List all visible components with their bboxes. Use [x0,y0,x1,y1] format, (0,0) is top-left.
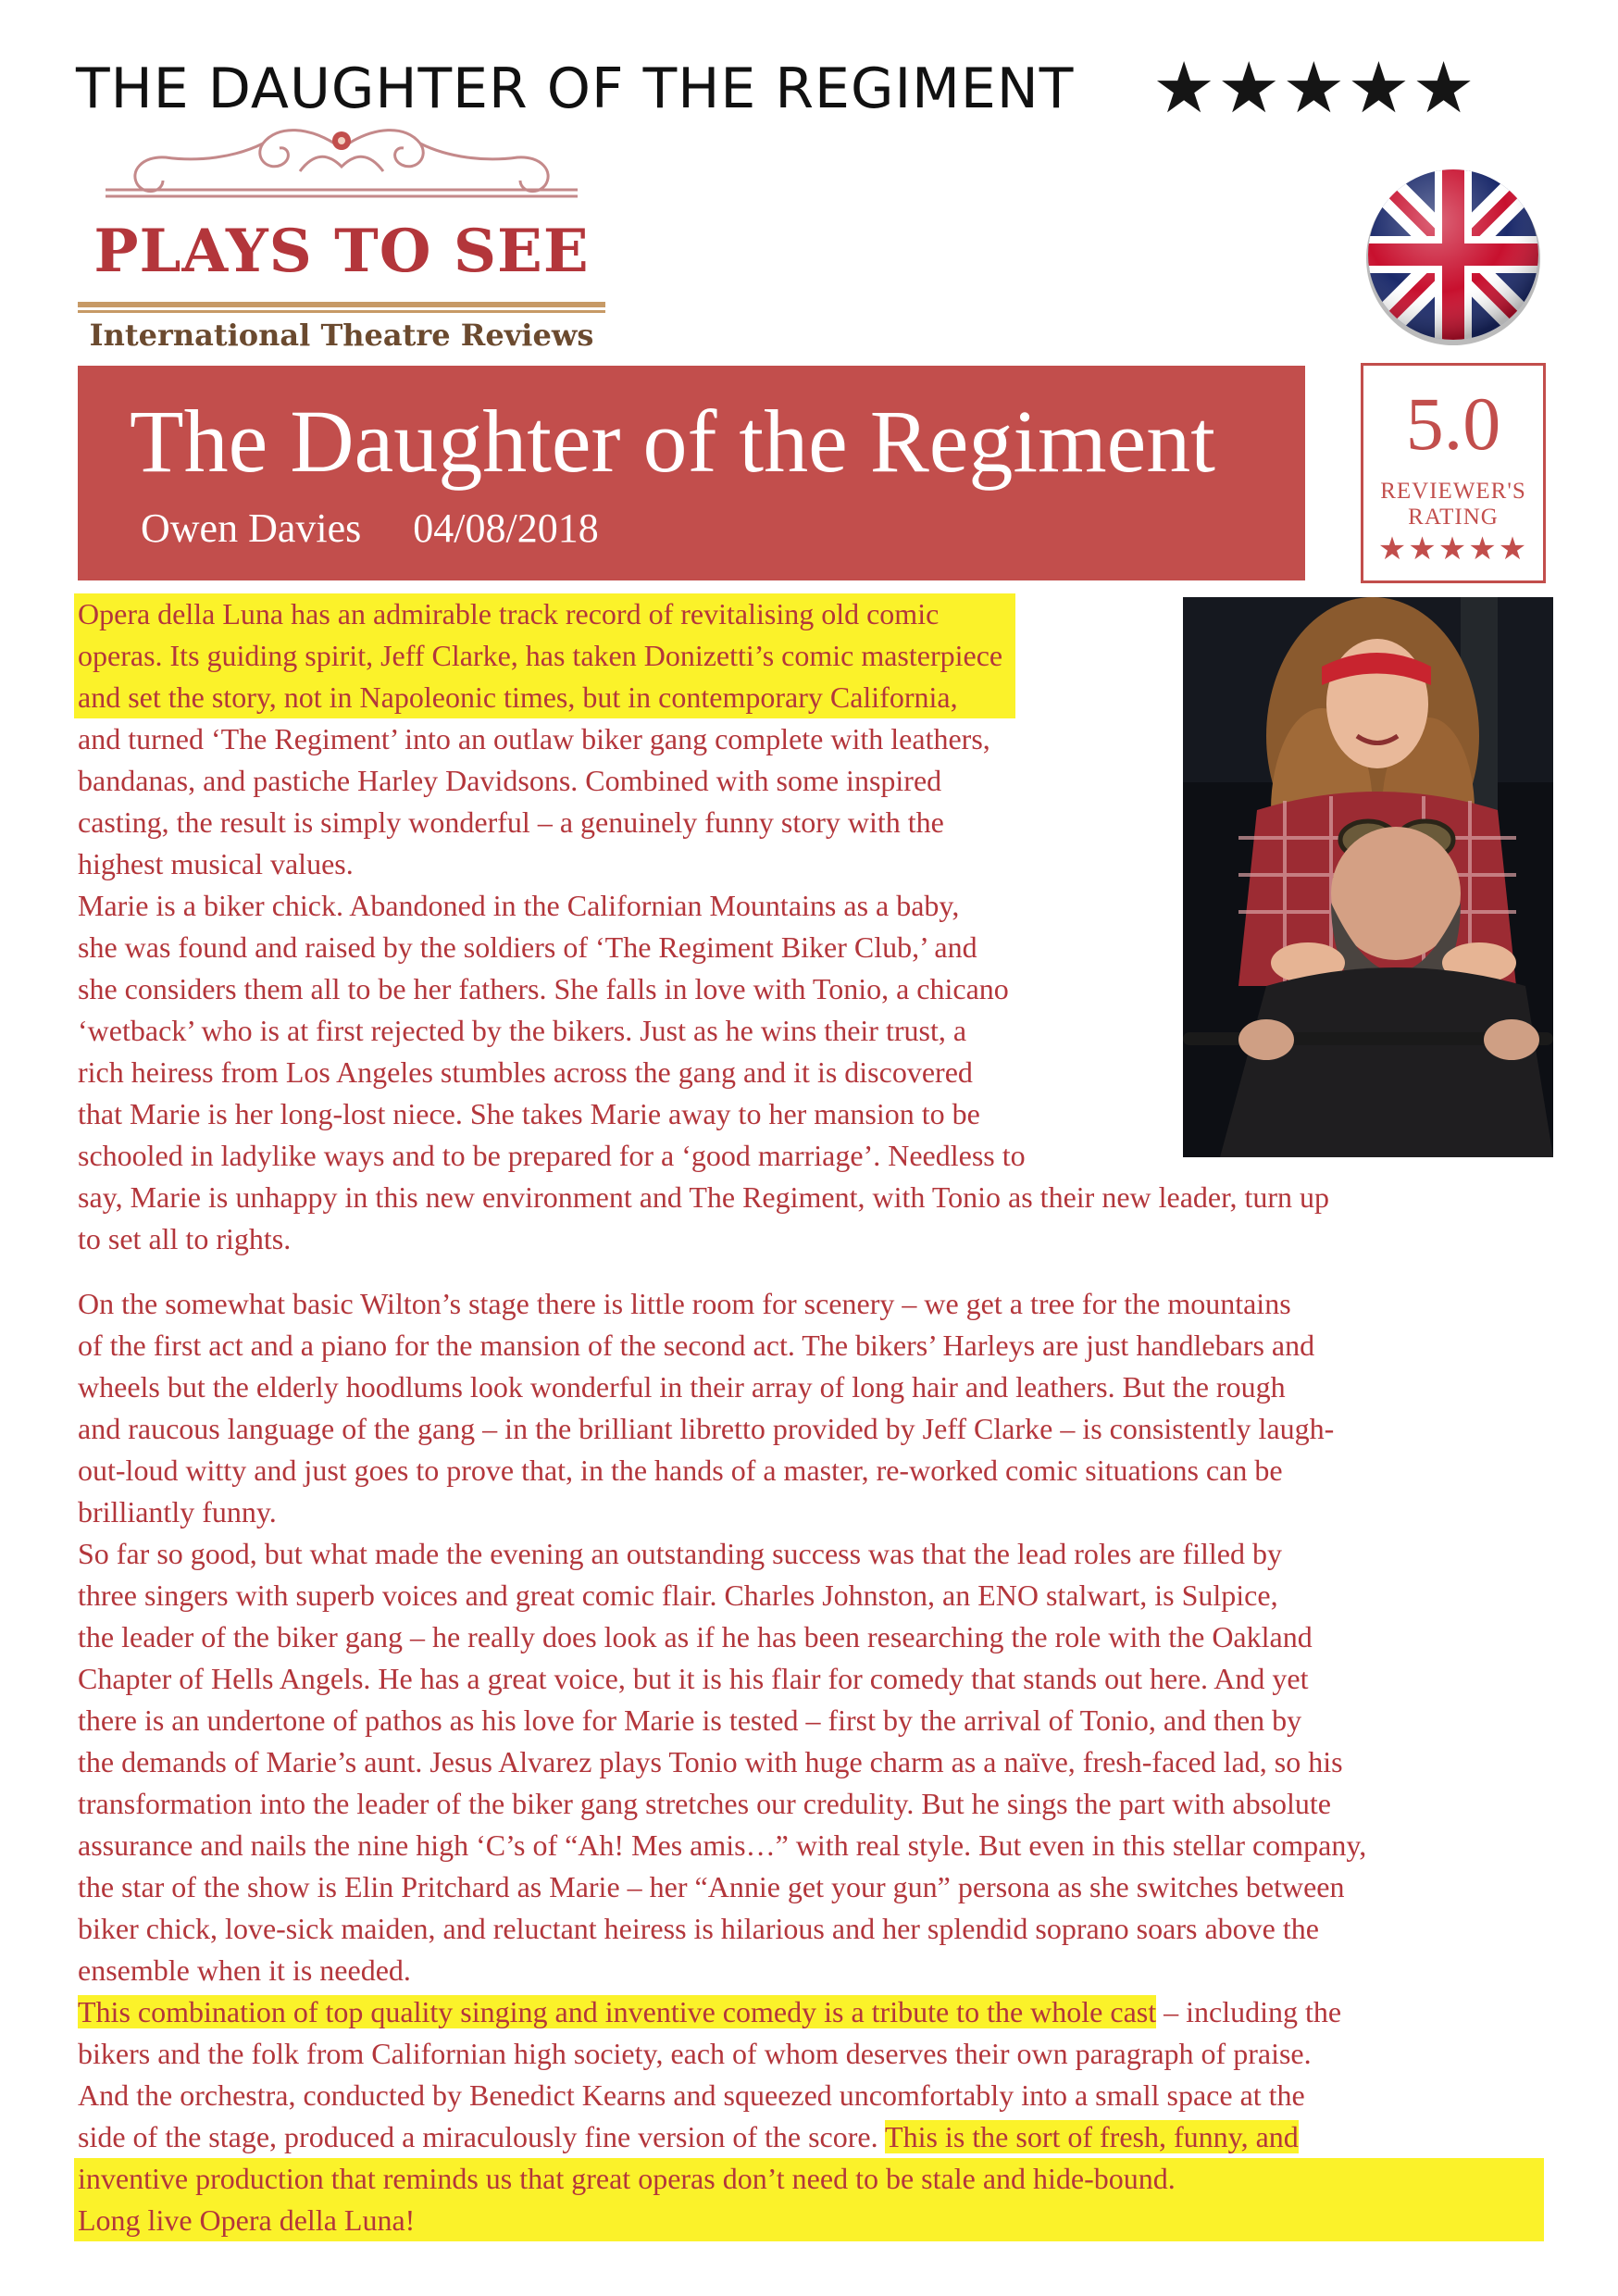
text-line [78,1991,1559,2033]
text-line: casting, the result is simply wonderful – a genuinely funny story with the [78,805,944,839]
review-body-part-2 [78,1283,1559,2241]
highlighted-text: inventive production that reminds us that great operas don’t need to be stale and hide-bound. [74,2158,1544,2200]
text-line: On the somewhat basic Wilton’s stage there is little room for scenery – we get a tree for the mountains [78,1287,1291,1320]
text-line: the star of the show is Elin Pritchard as Marie – her “Annie get your gun” persona as she switches between [78,1870,1345,1903]
text-line: out-loud witty and just goes to prove that, in the hands of a master, re-worked comic situations can be [78,1454,1283,1487]
text-line [78,2158,1559,2200]
text-line: Opera della Luna has an admirable track record of revitalising old comic [78,597,940,630]
review-title: The Daughter of the Regiment [130,392,1215,491]
text-line: rich heiress from Los Angeles stumbles across the gang and it is discovered [78,1055,973,1089]
text-line: operas. Its guiding spirit, Jeff Clarke, has taken Donizetti’s comic masterpiece [78,639,1003,672]
text-line: So far so good, but what made the evening an outstanding success was that the lead roles are filled by [78,1537,1282,1570]
page-heading: THE DAUGHTER OF THE REGIMENT [76,56,1075,121]
highlighted-text: Long live Opera della Luna! [74,2200,1544,2241]
text-line: bikers and the folk from Californian high society, each of whom deserves their own paragraph of praise. [78,2037,1312,2070]
rating-value: 5.0 [1405,381,1501,466]
five-star-rating: ★★★★★ [1152,46,1477,129]
text-line: brilliantly funny. [78,1495,277,1529]
text-line: ‘wetback’ who is at first rejected by the bikers. Just as he wins their trust, a [78,1014,967,1047]
union-jack-flag-icon [1361,162,1546,347]
rating-label-line-2: RATING [1408,505,1499,530]
paragraph-intro [78,593,1559,885]
text-line: Marie is a biker chick. Abandoned in the Californian Mountains as a baby, [78,889,960,922]
logo-name: PLAYS TO SEE [93,217,590,286]
text-line: assurance and nails the nine high ‘C’s of “Ah! Mes amis…” with real style. But even in this stellar company, [78,1828,1367,1862]
paragraph-conclusion [78,1991,1559,2241]
rating-label-line-1: REVIEWER'S [1380,479,1526,504]
review-author: Owen Davies [141,505,362,551]
text-line: transformation into the leader of the biker gang stretches our credulity. But he sings the part with absolute [78,1787,1331,1820]
text-line: highest musical values. [78,847,354,880]
text-fragment: – including the [1156,1995,1342,2028]
text-line: she was found and raised by the soldiers of ‘The Regiment Biker Club,’ and [78,930,977,964]
review-title-banner [78,366,1305,580]
review-date: 04/08/2018 [413,505,599,551]
text-line: the leader of the biker gang – he really does look as if he has been researching the role with the Oakland [78,1620,1313,1653]
review-body-part-1 [78,593,1559,1260]
text-line: wheels but the elderly hoodlums look wonderful in their array of long hair and leathers. But the rough [78,1370,1286,1404]
text-line: Chapter of Hells Angels. He has a great voice, but it is his flair for comedy that stands out here. And yet [78,1662,1309,1695]
paragraph-staging [78,1283,1559,1533]
text-line: of the first act and a piano for the mansion of the second act. The bikers’ Harleys are just handlebars and [78,1329,1315,1362]
highlighted-text: This combination of top quality singing and inventive comedy is a tribute to the whole cast [78,1995,1157,2028]
text-line: there is an undertone of pathos as his love for Marie is tested – first by the arrival of Tonio, and then by [78,1703,1302,1737]
logo-tagline: International Theatre Reviews [89,318,594,353]
text-line [78,2200,1559,2241]
paragraph-plot [78,885,1559,1260]
text-fragment: side of the stage, produced a miraculously fine version of the score. [78,2120,886,2153]
text-line: three singers with superb voices and great comic flair. Charles Johnston, an ENO stalwart, is Sulpice, [78,1578,1278,1612]
text-line: and turned ‘The Regiment’ into an outlaw biker gang complete with leathers, [78,722,990,755]
rating-stars: ★★★★★ [1377,530,1529,568]
plays-to-see-logo [78,120,605,361]
highlighted-text: This is the sort of fresh, funny, and [885,2120,1299,2153]
text-line: the demands of Marie’s aunt. Jesus Alvarez plays Tonio with huge charm as a naïve, fresh-faced lad, so his [78,1745,1343,1778]
text-line: and raucous language of the gang – in the brilliant libretto provided by Jeff Clarke – is consistently laugh- [78,1412,1335,1445]
text-line: ensemble when it is needed. [78,1953,411,1987]
rating-label [1363,479,1543,530]
text-line: she considers them all to be her fathers. She falls in love with Tonio, a chicano [78,972,1009,1005]
reviewer-rating-box [1361,363,1546,583]
text-line: schooled in ladylike ways and to be prepared for a ‘good marriage’. Needless to [78,1139,1026,1172]
text-line: bandanas, and pastiche Harley Davidsons. Combined with some inspired [78,764,942,797]
text-line: biker chick, love-sick maiden, and reluctant heiress is hilarious and her splendid soprano soars above the [78,1912,1319,1945]
text-line: to set all to rights. [78,1222,292,1255]
paragraph-cast [78,1533,1559,1991]
review-byline [141,503,1251,555]
text-line: and set the story, not in Napoleonic times, but in contemporary California, [78,680,958,714]
text-line: And the orchestra, conducted by Benedict Kearns and squeezed uncomfortably into a small space at the [78,2078,1305,2112]
text-line: say, Marie is unhappy in this new environment and The Regiment, with Tonio as their new leader, turn up [78,1180,1330,1214]
text-line [78,2116,1559,2158]
text-line: that Marie is her long-lost niece. She takes Marie away to her mansion to be [78,1097,980,1130]
